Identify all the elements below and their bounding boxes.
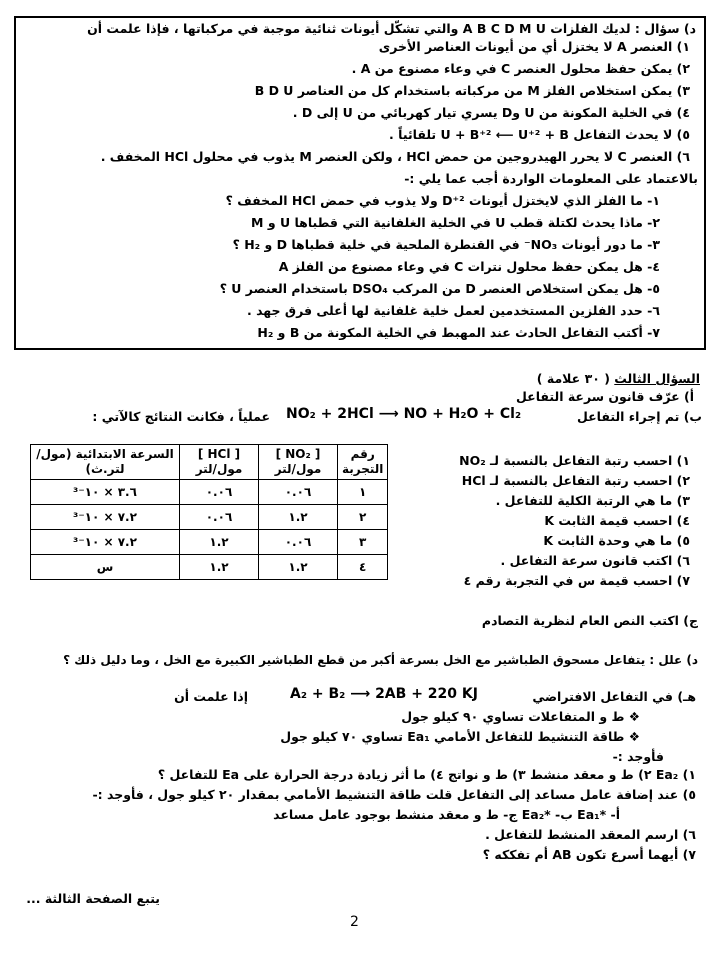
question-1: ١- ما الفلز الذي لايختزل أيونات D⁺² ولا يذوب في حمض HCl المخفف ؟ [225,193,660,208]
fact-1: ١) العنصر A لا يختزل أي من أيونات العناصر الأخرى [378,39,690,54]
page-number: 2 [350,914,359,930]
b-item-5: ٥) ما هي وحدة الثابت K [543,533,690,548]
cell: س [31,555,180,580]
q3-heading: السؤال الثالث [614,371,700,386]
q3-a: أ) عرّف قانون سرعة التفاعل [516,389,694,404]
q3-h-reaction: A₂ + B₂ ⟶ 2AB + 220 KJ [290,686,478,702]
cell: ٠.٠٦ [180,480,259,505]
cell: ١.٢ [259,505,338,530]
cell: ٣.٦ × ١٠⁻³ [31,480,180,505]
cell: ٧.٢ × ١٠⁻³ [31,505,180,530]
rate-table [30,444,388,580]
cell: ١ [338,480,388,505]
q3-heading-line [537,370,700,387]
q3-h-suffix: إذا علمت أن [174,689,248,704]
fact-3: ٣) يمكن استخلاص الفلز M من مركباته باستخدام كل من العناصر B D U [254,83,690,98]
table-row [31,480,388,505]
h-bullet-2: ❖ طاقة التنشيط للتفاعل الأمامي Ea₁ تساوي ٧٠ كيلو جول [280,729,640,744]
cell: ٠.٠٦ [180,505,259,530]
q3-d: د) علل : يتفاعل مسحوق الطباشير مع الخل بسرعة أكبر من قطع الطباشير الكبيرة مع الخل ، وما دليل ذلك ؟ [63,653,698,667]
cell: ٣ [338,530,388,555]
col-rate: السرعة الابتدائية (مول/لتر.ث) [31,445,180,480]
q3-b-suffix: عملياً ، فكانت النتائج كالآتي : [92,409,270,424]
cell: ٤ [338,555,388,580]
cell: ٧.٢ × ١٠⁻³ [31,530,180,555]
cell: ١.٢ [180,530,259,555]
table-row [31,555,388,580]
question-4: ٤- هل يمكن حفظ محلول نترات C في وعاء مصنوع من الفلز A [278,259,660,274]
based-on: بالاعتماد على المعلومات الواردة أجب عما يلي :- [404,171,698,186]
question-3: ٣- ما دور أيونات NO₃⁻ في القنطرة الملحية في خلية قطباها D و H₂ ؟ [232,237,660,252]
col-hcl: [ HCl ] مول/لتر [180,445,259,480]
col-no2: [ NO₂ ] مول/لتر [259,445,338,480]
question-2: ٢- ماذا يحدث لكتلة قطب U في الخلية الغلفانية التي قطباها U و M [251,215,660,230]
question-7: ٧- أكتب التفاعل الحادث عند المهبط في الخلية المكونة من B و H₂ [257,325,660,340]
h-item-6: ٦) ارسم المعقد المنشط للتفاعل . [485,827,696,842]
cell: ١.٢ [259,555,338,580]
table-row [31,505,388,530]
h-item-1: ١) Ea₂ ٢) ط و معقد منشط ٣) ط و نواتج ٤) ما أثر زيادة درجة الحرارة على Ea للتفاعل ؟ [157,767,696,782]
b-item-3: ٣) ما هي الرتبة الكلية للتفاعل . [495,493,690,508]
b-item-6: ٦) اكتب قانون سرعة التفاعل . [500,553,690,568]
h-bullet-1: ❖ ط و المتفاعلات تساوي ٩٠ كيلو جول [401,709,640,724]
question-5: ٥- هل يمكن استخلاص العنصر D من المركب DSO₄ باستخدام العنصر U ؟ [219,281,660,296]
h-item-5-parts: أ- *Ea₁ ب- *Ea₂ ج- ط و معقد منشط بوجود عامل مساعد [273,807,620,822]
q3-marks: ( ٣٠ علامة ) [536,371,610,386]
question-6: ٦- حدد الفلزين المستخدمين لعمل خلية غلفانية لها أعلى فرق جهد . [246,303,660,318]
cell: ٢ [338,505,388,530]
b-item-4: ٤) احسب قيمة الثابت K [544,513,690,528]
h-item-7: ٧) أيهما أسرع تكون AB أم تفككه ؟ [482,847,696,862]
b-item-7: ٧) احسب قيمة س في التجربة رقم ٤ [463,573,690,588]
fact-6: ٦) العنصر C لا يحرر الهيدروجين من حمض HCl ، ولكن العنصر M يذوب في محلول HCl المخفف . [100,149,690,164]
q3-reaction: NO₂ + 2HCl ⟶ NO + H₂O + Cl₂ [286,406,522,422]
col-exp: رقم التجربة [338,445,388,480]
table-header-row [31,445,388,480]
q3-c: ج) اكتب النص العام لنظرية التصادم [481,613,698,628]
continue-note: يتبع الصفحة الثالثة ... [26,891,160,906]
h-item-5: ٥) عند إضافة عامل مساعد إلى التفاعل قلت طاقة التنشيط الأمامي بمقدار ٢٠ كيلو جول ، فأوجد :- [92,787,696,802]
cell: ١.٢ [180,555,259,580]
cell: ٠.٠٦ [259,530,338,555]
q3-b-prefix: ب) تم إجراء التفاعل [576,409,702,424]
fact-4: ٤) في الخلية المكونة من U وD يسري تيار كهربائي من U إلى D . [292,105,690,120]
q3-h-prefix: هـ) في التفاعل الافتراضي [532,689,696,704]
fact-5: ٥) لا يحدث التفاعل U + B⁺² ⟵ U⁺² + B تلقائياً . [389,127,690,142]
fact-2: ٢) يمكن حفظ محلول العنصر C في وعاء مصنوع من A . [351,61,690,76]
find-label: فأوجد :- [612,749,664,764]
table-row [31,530,388,555]
b-item-1: ١) احسب رتبة التفاعل بالنسبة لـ NO₂ [459,453,690,468]
q2d-intro: د) سؤال : لديك الفلزات A B C D M U والتي تشكّل أيونات ثنائية موجبة في مركباتها ، فإذا علمت أن [87,21,696,36]
cell: ٠.٠٦ [259,480,338,505]
b-item-2: ٢) احسب رتبة التفاعل بالنسبة لـ HCl [461,473,690,488]
